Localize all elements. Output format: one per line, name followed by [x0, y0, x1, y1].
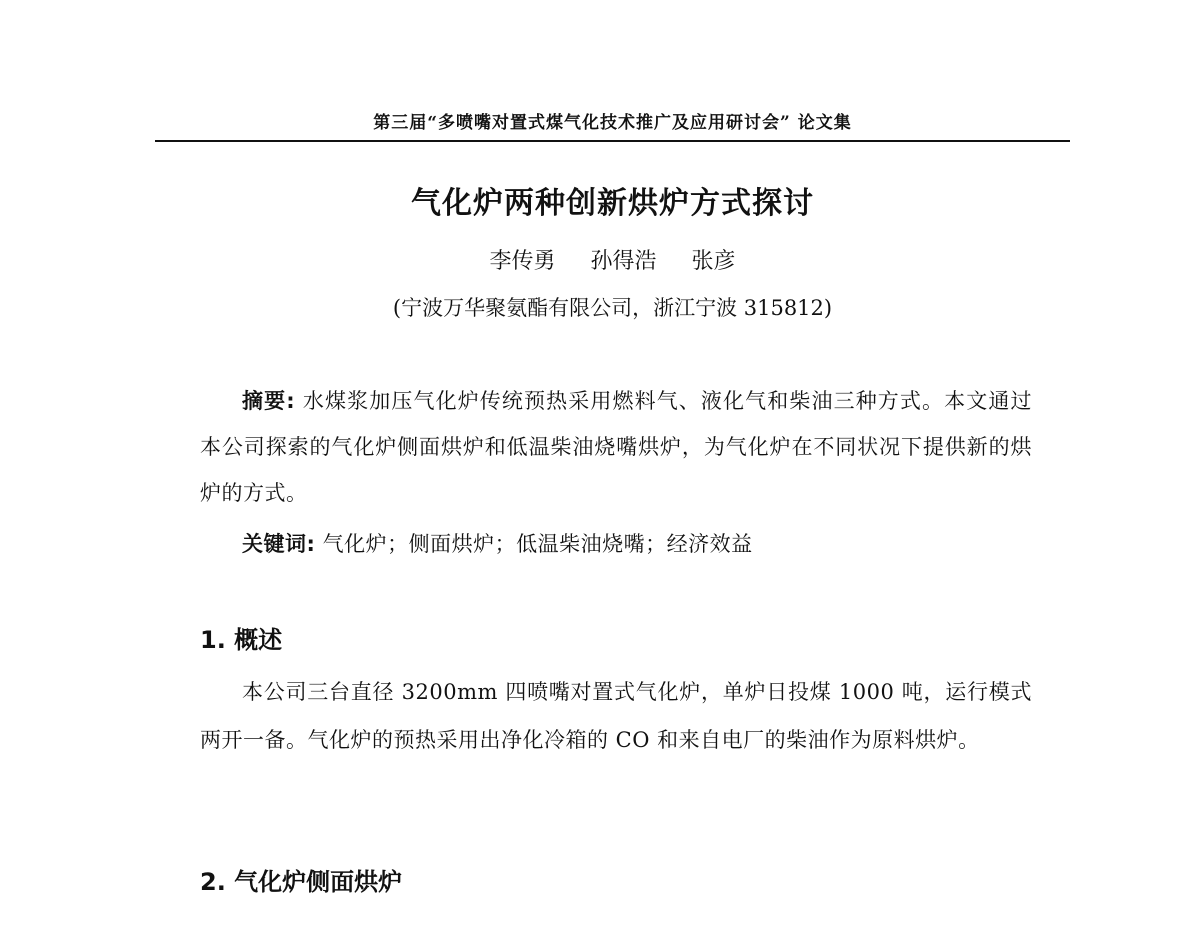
section-heading-side-heating: 2. 气化炉侧面烘炉	[200, 868, 403, 896]
abstract-label: 摘要:	[242, 389, 296, 413]
author-name: 李传勇	[489, 249, 556, 274]
abstract-paragraph	[200, 378, 1032, 516]
section-body-overview: 本公司三台直径 3200mm 四喷嘴对置式气化炉，单炉日投煤 1000 吨，运行模式两开一备。气化炉的预热采用出净化冷箱的 CO 和来自电厂的柴油作为原料烘炉。	[200, 680, 1032, 752]
author-list	[155, 244, 1070, 275]
header-divider	[155, 140, 1070, 142]
keywords-label: 关键词:	[242, 532, 316, 556]
keywords-line	[242, 524, 1032, 564]
keywords-text: 气化炉；侧面烘炉；低温柴油烧嘴；经济效益	[315, 532, 753, 556]
author-name: 孙得浩	[590, 249, 657, 274]
running-header: 第三届“多喷嘴对置式煤气化技术推广及应用研讨会” 论文集	[373, 113, 852, 133]
abstract-text: 水煤浆加压气化炉传统预热采用燃料气、液化气和柴油三种方式。本文通过本公司探索的气化炉侧面烘炉和低温柴油烧嘴烘炉，为气化炉在不同状况下提供新的烘炉的方式。	[200, 389, 1032, 505]
section-heading-overview: 1. 概述	[200, 626, 283, 654]
author-affiliation: (宁波万华聚氨酯有限公司，浙江宁波 315812)	[392, 296, 833, 320]
author-name: 张彦	[691, 249, 736, 274]
paper-title: 气化炉两种创新烘炉方式探讨	[411, 186, 814, 221]
